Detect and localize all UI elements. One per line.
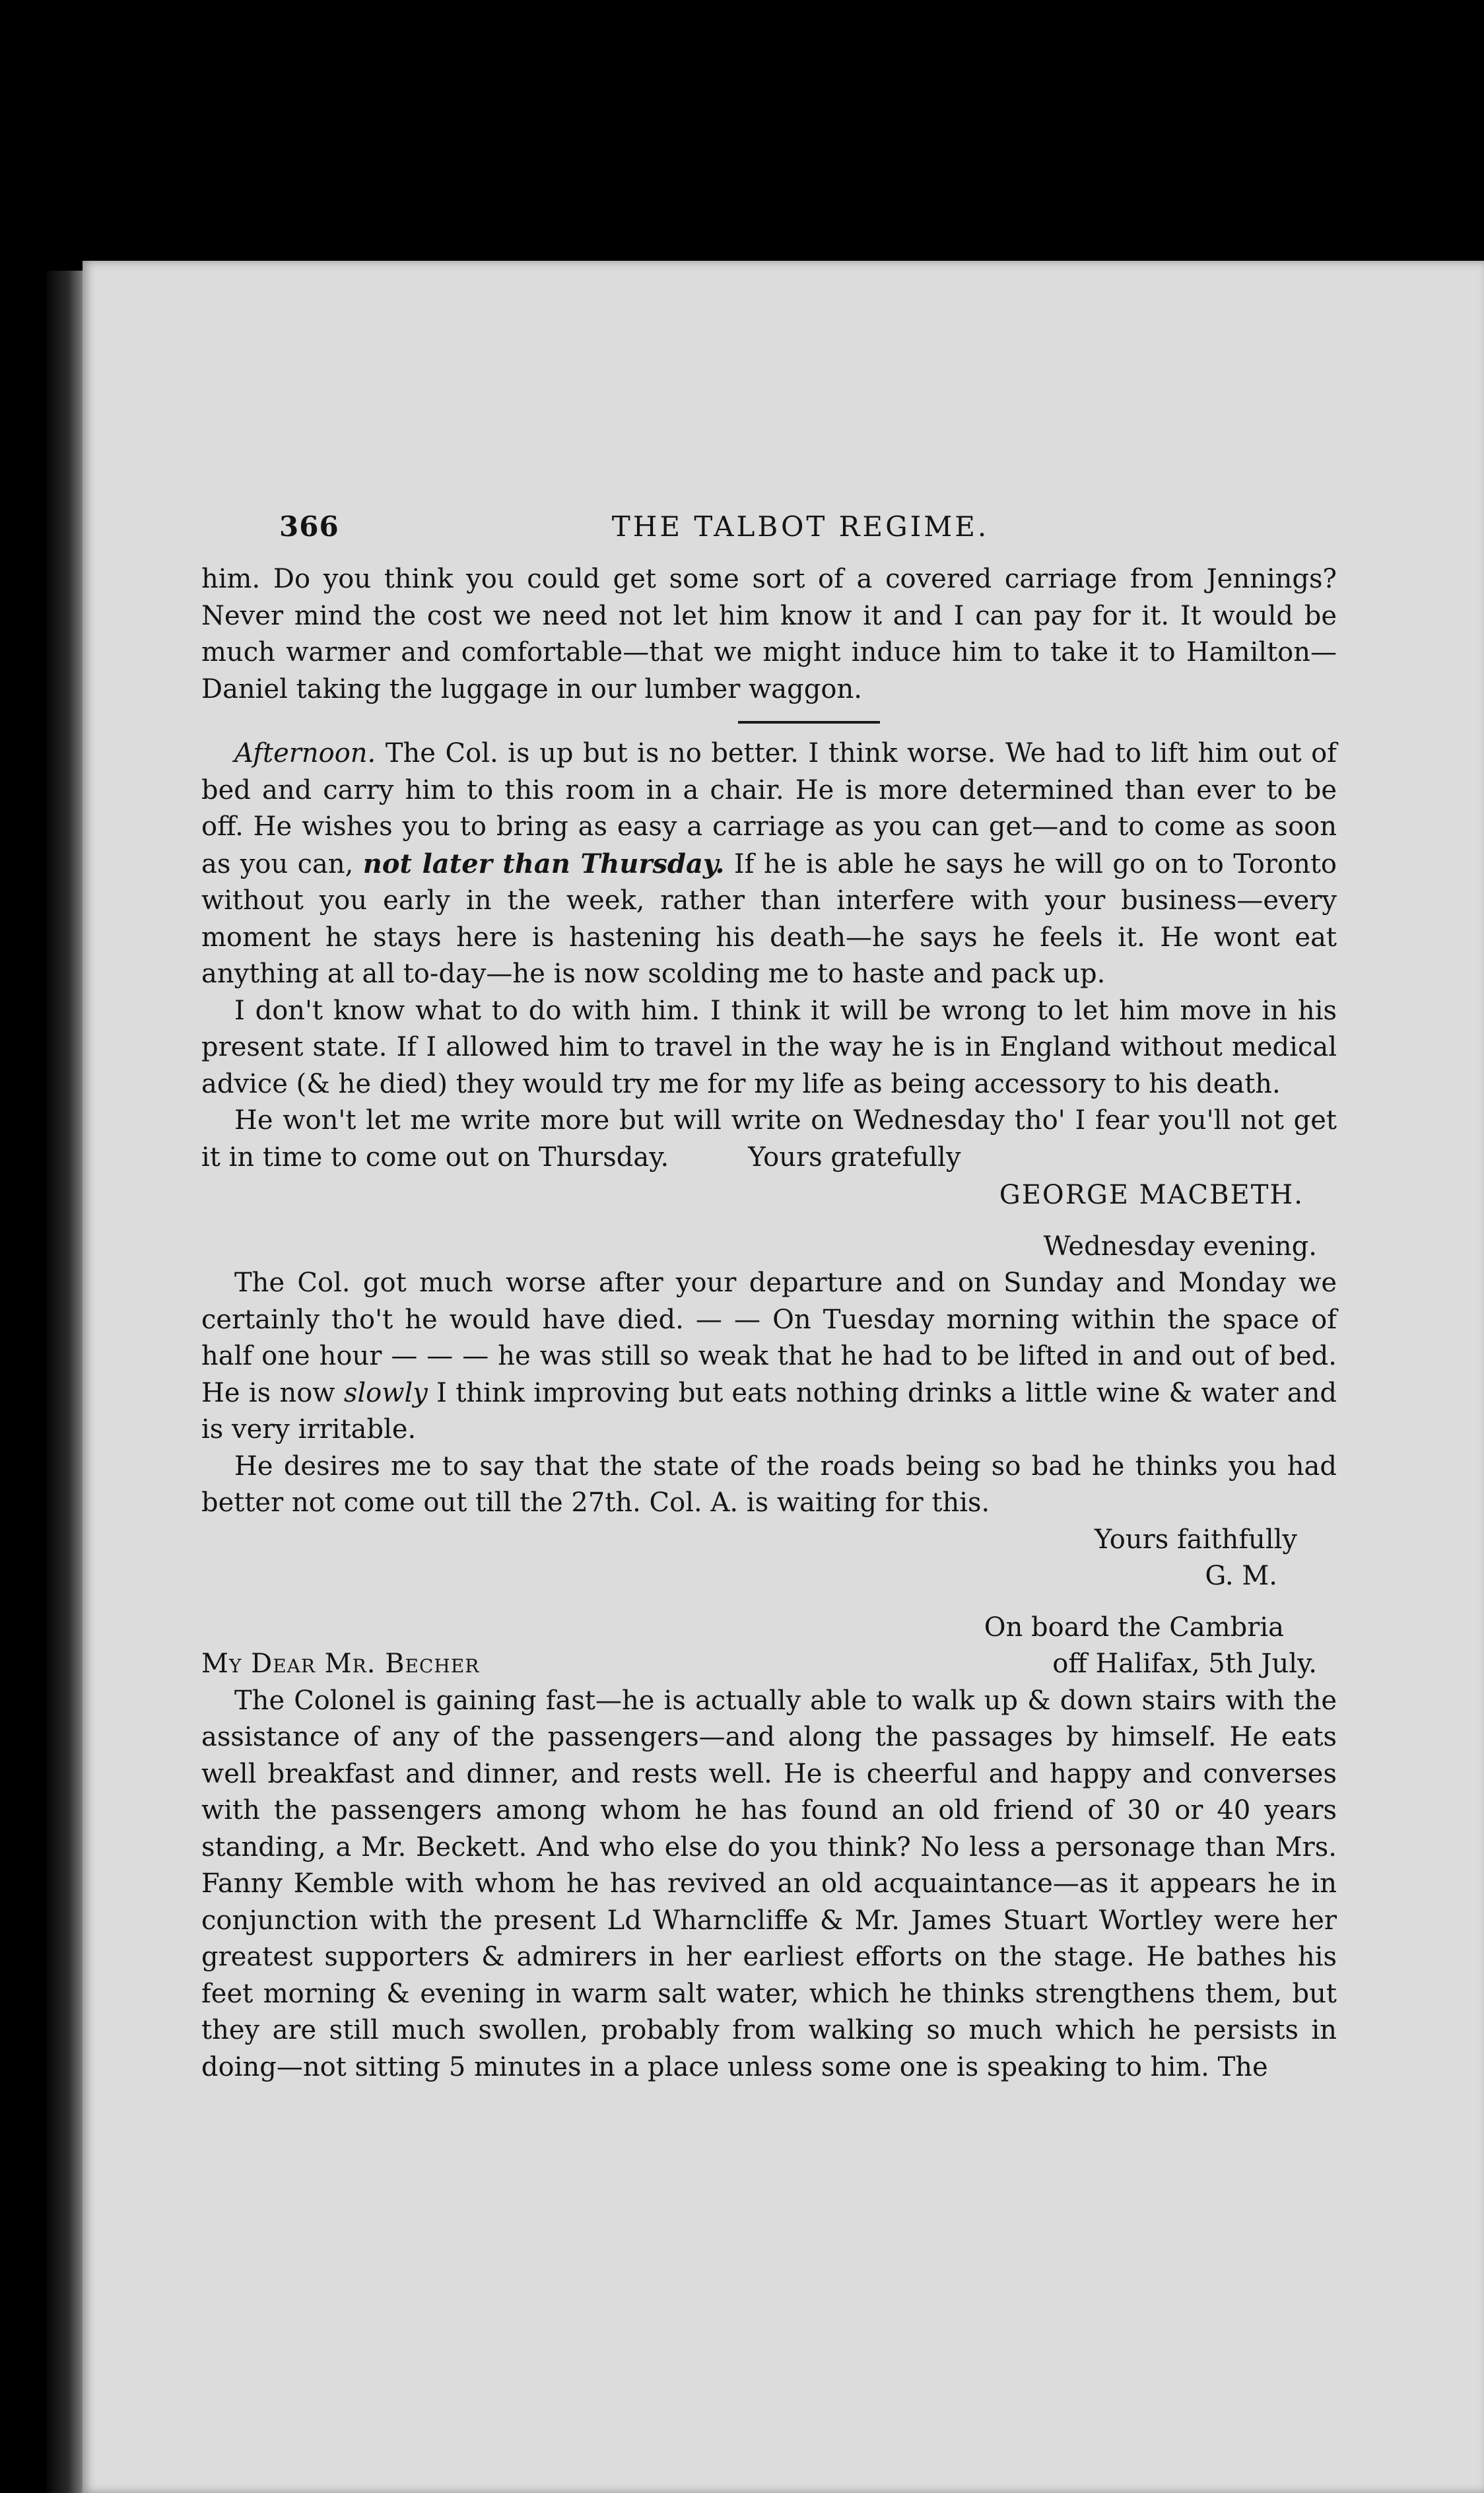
closing-yours-faithfully: Yours faithfully xyxy=(1094,1524,1297,1555)
section-divider xyxy=(738,721,880,724)
closing-yours-gratefully: Yours gratefully xyxy=(748,1142,961,1173)
paragraph-closing xyxy=(201,1103,1337,1176)
wednesday-text-a: The Col. got much worse after your departure and on Sunday and Monday we certainly tho't he would have died. — — On Tuesday morning within the space of half one hour — — — he was still so weak that he had to be lifted in and out of bed. He is now xyxy=(201,1268,1337,1408)
page-content xyxy=(201,508,1337,2086)
salutation-line xyxy=(201,1646,1337,1683)
page-number: 366 xyxy=(279,510,339,543)
running-title: THE TALBOT REGIME. xyxy=(611,510,990,543)
afternoon-lead: Afternoon. xyxy=(234,738,376,768)
book-spine xyxy=(46,271,86,2493)
closing-text: He won't let me write more but will write on Wednesday tho' I fear you'll not get it in time to come out on Thursday. xyxy=(201,1105,1337,1173)
paragraph-colonel: The Colonel is gaining fast—he is actually able to walk up & down stairs with the assistance of any of the passengers—and along the passages by himself. He eats well breakfast and dinner, and rests well. He is cheerful and happy and converses with the passengers among whom he has found an old friend of 30 or 40 years standing, a Mr. Beckett. And who else do you think? No less a personage than Mrs. Fanny Kemble with whom he has revived an old acquaintance—as it appears he in conjunction with the present Ld Wharncliffe & Mr. James Stuart Wortley were her greatest supporters & admirers in her earliest efforts on the stage. He bathes his feet morning & evening in warm salt water, which he thinks strengthens them, but they are still much swollen, probably from walking so much which he persists in doing—not sitting 5 minutes in a place unless some one is speaking to him. The xyxy=(201,1685,1337,2082)
paragraph-continuation: him. Do you think you could get some sort of a covered carriage from Jennings? Never mind the cost we need not let him know it and I can pay for it. It would be much warmer and comfortable—that we might induce him to take it to Hamilton—Daniel taking the luggage in our lumber waggon. xyxy=(201,564,1337,704)
dateline-wednesday: Wednesday evening. xyxy=(1043,1231,1317,1262)
dateline-halifax: off Halifax, 5th July. xyxy=(1052,1649,1317,1679)
dateline-cambria: On board the Cambria xyxy=(984,1612,1284,1643)
paragraph-afternoon xyxy=(201,735,1337,993)
wednesday-text-b: I think improving but eats nothing drinks a little wine & water and is very irritable. xyxy=(201,1377,1337,1445)
salutation: My Dear Mr. Becher xyxy=(201,1649,480,1679)
running-head xyxy=(201,508,1337,561)
signature-george-macbeth: GEORGE MACBETH. xyxy=(999,1180,1304,1210)
afternoon-emphasis: not later than Thursday. xyxy=(362,848,725,879)
paragraph-concern: I don't know what to do with him. I think it will be wrong to let him move in his present state. If I allowed him to travel in the way he is in England without medical advice (& he died) they would try me for my life as being accessory to his death. xyxy=(201,995,1337,1099)
afternoon-text-b: If he is able he says he will go on to Toronto without you early in the week, rather than interfere with your business—every moment he stays here is hastening his death—he says he feels it. He wont eat anything at all to-day—he is now scolding me to haste and pack up. xyxy=(201,848,1337,989)
wednesday-emphasis: slowly xyxy=(343,1377,428,1408)
paragraph-wednesday xyxy=(201,1265,1337,1449)
signature-gm: G. M. xyxy=(1205,1561,1277,1591)
paragraph-roads: He desires me to say that the state of the roads being so bad he thinks you had better not come out till the 27th. Col. A. is waiting for this. xyxy=(201,1451,1337,1518)
afternoon-text-a: The Col. is up but is no better. I think worse. We had to lift him out of bed and carry him to this room in a chair. He is more determined than ever to be off. He wishes you to bring as easy a carriage as you can get—and to come as soon as you can, xyxy=(201,738,1337,879)
